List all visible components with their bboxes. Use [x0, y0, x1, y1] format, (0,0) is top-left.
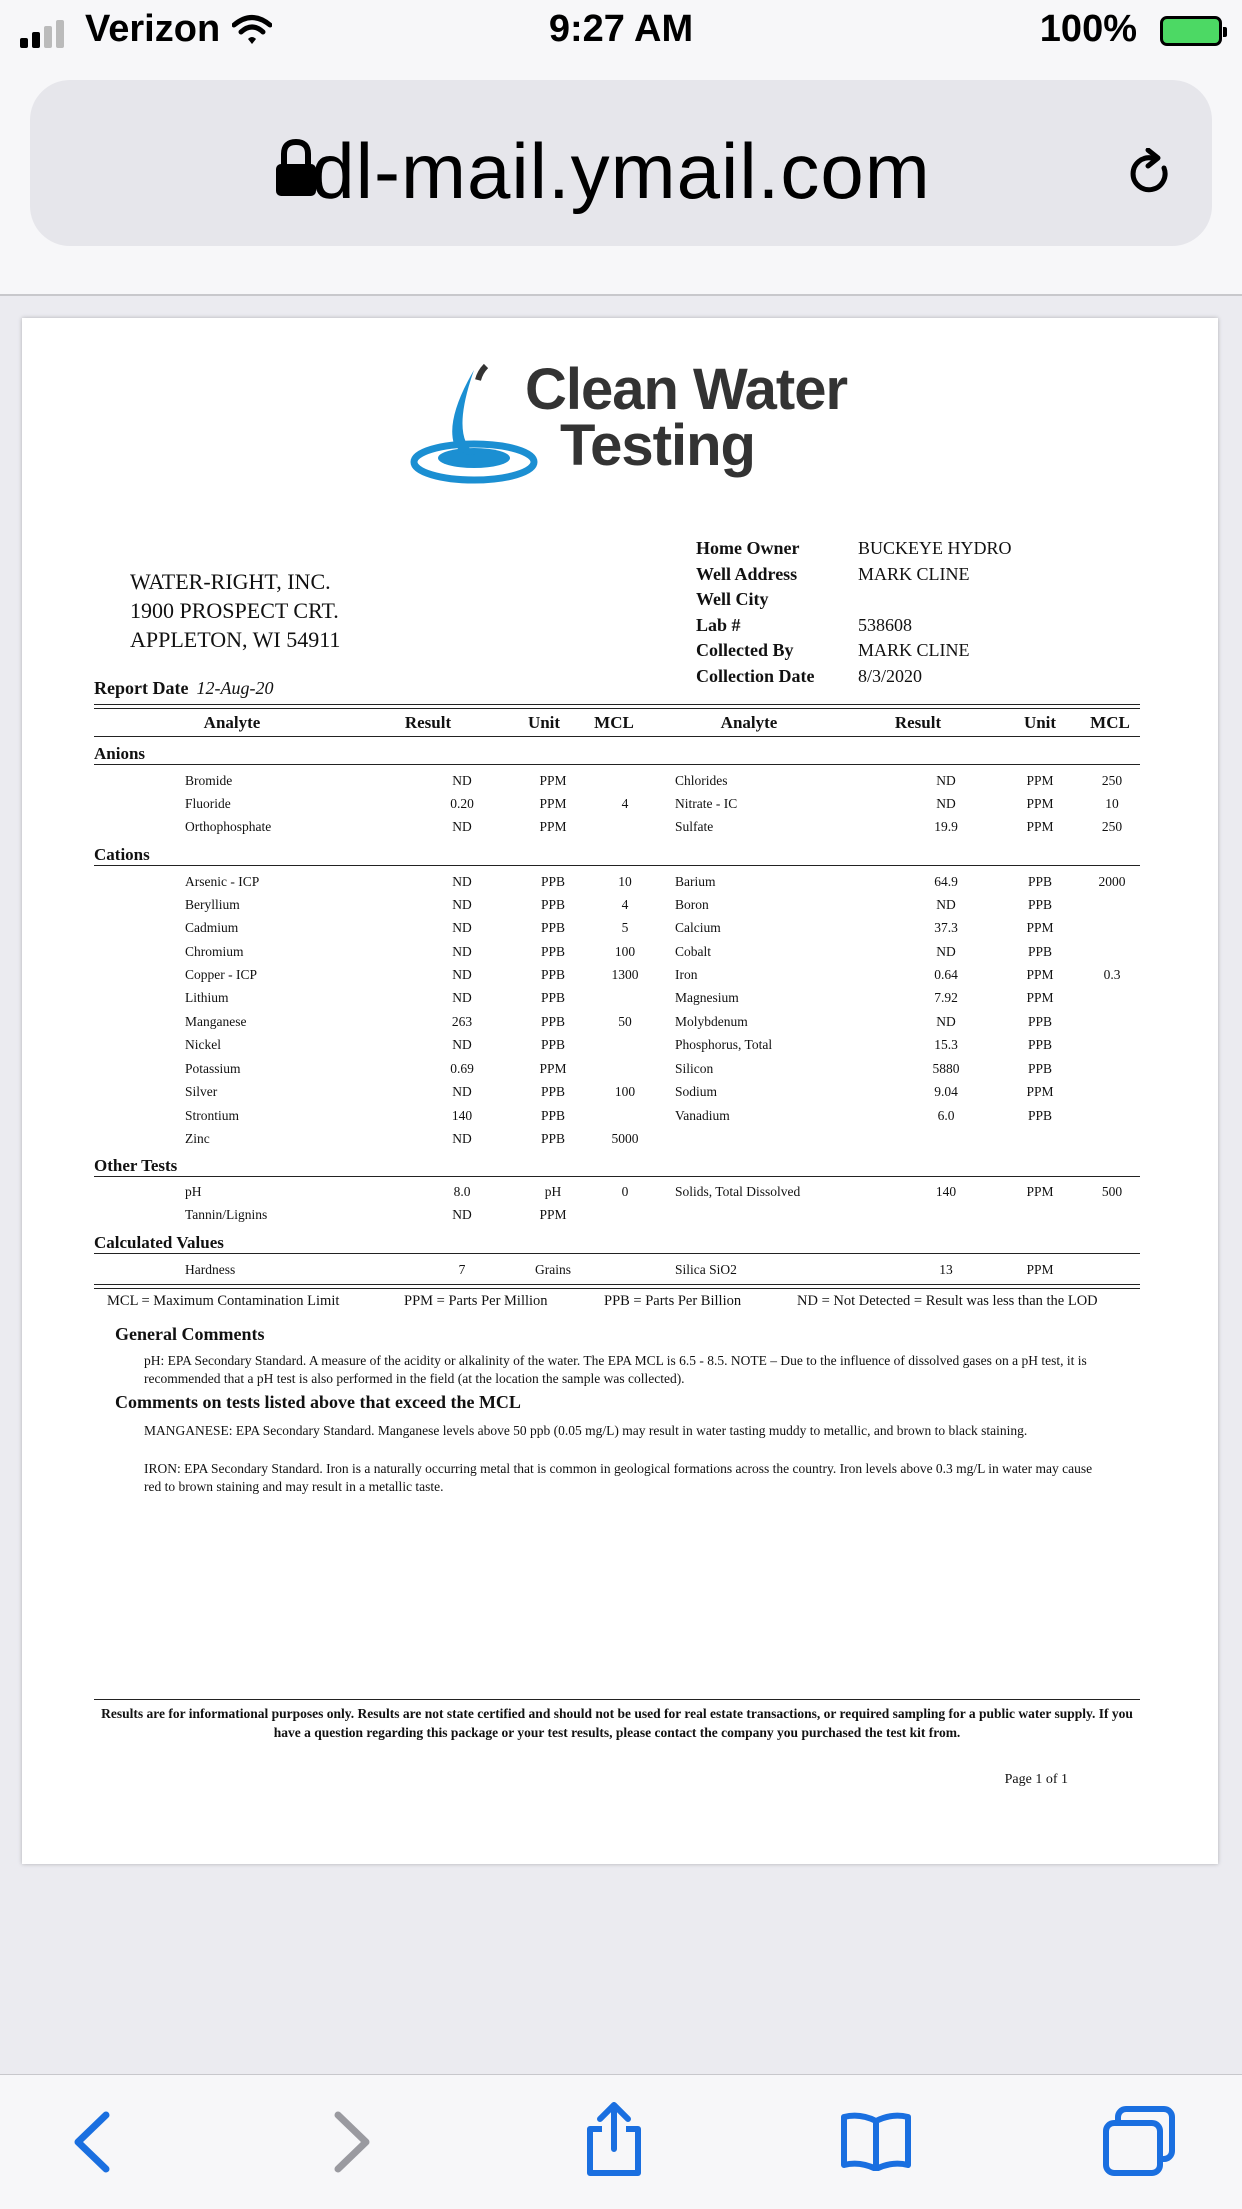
section-title: Calculated Values [94, 1233, 224, 1252]
report-date [94, 678, 273, 699]
table-cell: 5 [621, 920, 629, 935]
table-cell: Cobalt [675, 944, 711, 959]
sample-info [696, 536, 1012, 689]
info-value: MARK CLINE [858, 640, 970, 660]
info-value: BUCKEYE HYDRO [858, 538, 1012, 558]
table-cell: Silica SiO2 [675, 1262, 737, 1277]
table-cell: PPM [539, 819, 567, 834]
table-cell: Tannin/Lignins [185, 1207, 268, 1222]
table-cell: PPB [1027, 1061, 1053, 1076]
table-cell: ND [452, 920, 472, 935]
table-cell: ND [936, 897, 956, 912]
table-cell: 140 [451, 1108, 473, 1123]
table-cell: PPB [540, 1131, 566, 1146]
status-bar [0, 0, 1242, 64]
general-comments-text: pH: EPA Secondary Standard. A measure of the acidity or alkalinity of the water. The EPA MCL is 6.5 - 8.5. NOTE – Due to the influence of dissolved gases on a pH test, it is recommended that a pH test is also performed in the field (at the location the sample was collected). [144, 1353, 1087, 1386]
table-cell: Silicon [675, 1061, 714, 1076]
table-cell: PPB [540, 897, 566, 912]
forward-icon[interactable] [330, 2109, 374, 2175]
table-cell: ND [452, 990, 472, 1005]
table-cell: Vanadium [675, 1108, 730, 1123]
table-cell: Potassium [185, 1061, 241, 1076]
table-cell: 4 [621, 897, 629, 912]
table-cell: 50 [618, 1014, 632, 1029]
table-cell: PPB [1027, 944, 1053, 959]
table-cell: pH [185, 1184, 202, 1199]
table-cell: 0.20 [450, 796, 474, 811]
table-cell: ND [452, 1037, 472, 1052]
info-row [696, 638, 1012, 664]
table-cell: 100 [614, 1084, 636, 1099]
table-cell: Copper - ICP [185, 967, 257, 982]
table-cell: PPM [539, 773, 567, 788]
table-cell: Magnesium [675, 990, 739, 1005]
table-cell: Strontium [185, 1108, 240, 1123]
table-cell: 0.69 [450, 1061, 474, 1076]
table-cell: Grains [535, 1262, 571, 1277]
table-cell: PPM [539, 1207, 567, 1222]
info-row [696, 536, 1012, 562]
table-cell: Chlorides [675, 773, 728, 788]
table-cell: Sodium [675, 1084, 718, 1099]
info-row [696, 587, 1012, 613]
table-cell: Phosphorus, Total [675, 1037, 773, 1052]
table-cell: 4 [621, 796, 629, 811]
table-cell: PPM [1026, 1184, 1054, 1199]
table-cell: 2000 [1098, 874, 1126, 889]
table-cell: ND [452, 967, 472, 982]
info-key: Collection Date [696, 665, 815, 686]
table-cell: 250 [1101, 773, 1123, 788]
address-line: WATER-RIGHT, INC. [130, 569, 331, 594]
table-cell: ND [452, 897, 472, 912]
info-value: 538608 [858, 614, 912, 635]
section-title: Anions [94, 744, 146, 763]
table-cell: 64.9 [934, 874, 958, 889]
table-cell: 7 [458, 1262, 466, 1277]
battery-percent: 100% [1039, 8, 1137, 50]
table-cell: Lithium [185, 990, 229, 1005]
report-date-label: Report Date [94, 678, 189, 698]
table-cell: 250 [1101, 819, 1123, 834]
legend-item: PPB = Parts Per Billion [604, 1293, 742, 1309]
reload-icon[interactable] [1126, 148, 1174, 198]
table-cell: PPM [539, 1061, 567, 1076]
legend-item: ND = Not Detected = Result was less than the LOD [797, 1293, 1098, 1309]
address-line: APPLETON, WI 54911 [130, 627, 341, 652]
table-cell: ND [452, 819, 472, 834]
table-cell: PPB [540, 990, 566, 1005]
table-cell: ND [452, 1131, 472, 1146]
table-cell: 0 [621, 1184, 629, 1199]
table-cell: PPB [540, 1037, 566, 1052]
browser-toolbar [0, 2074, 1242, 2209]
tabs-icon[interactable] [1100, 2105, 1180, 2177]
table-cell: PPB [1027, 897, 1053, 912]
table-cell: Beryllium [185, 897, 240, 912]
table-cell: PPB [540, 944, 566, 959]
table-cell: 13 [939, 1262, 953, 1277]
general-comments-title: General Comments [115, 1324, 265, 1344]
page-number: Page 1 of 1 [1004, 1772, 1068, 1787]
table-cell: PPB [1027, 874, 1053, 889]
table-cell: 5000 [611, 1131, 639, 1146]
table-cell: 15.3 [934, 1037, 958, 1052]
info-key: Lab # [696, 614, 741, 635]
info-row [696, 562, 1012, 588]
table-cell: PPB [540, 1014, 566, 1029]
table-cell: ND [452, 1084, 472, 1099]
info-value: 8/3/2020 [858, 665, 923, 686]
table-cell: Calcium [675, 920, 721, 935]
table-cell: ND [936, 796, 956, 811]
table-cell: PPM [1026, 773, 1054, 788]
iron-comment: IRON: EPA Secondary Standard. Iron is a naturally occurring metal that is common in geological formations across the country. Iron levels above 0.3 mg/L in water may cause red to brown staining and may result in a metallic taste. [144, 1461, 1093, 1494]
table-cell: 500 [1101, 1184, 1123, 1199]
table-cell: PPM [1026, 920, 1054, 935]
table-cell: ND [452, 874, 472, 889]
table-cell: 8.0 [453, 1184, 471, 1199]
address-bar[interactable] [30, 80, 1212, 246]
table-cell: ND [936, 773, 956, 788]
column-header: Analyte [203, 713, 261, 732]
table-cell: PPM [539, 796, 567, 811]
table-cell: 10 [618, 874, 632, 889]
manganese-comment: MANGANESE: EPA Secondary Standard. Manganese levels above 50 ppb (0.05 mg/L) may result in water tasting muddy to metallic, and brown to black staining. [144, 1423, 1028, 1438]
table-cell: Bromide [185, 773, 233, 788]
table-cell: PPB [540, 1084, 566, 1099]
table-cell: 0.64 [934, 967, 958, 982]
table-cell: Boron [675, 897, 709, 912]
table-cell: 140 [935, 1184, 957, 1199]
section-title: Cations [94, 845, 150, 864]
report-document [22, 318, 1218, 1864]
table-cell: ND [452, 773, 472, 788]
back-icon[interactable] [70, 2109, 114, 2175]
table-cell: PPB [1027, 1108, 1053, 1123]
table-cell: Iron [675, 967, 698, 982]
table-cell: PPM [1026, 819, 1054, 834]
table-cell: 9.04 [934, 1084, 958, 1099]
table-cell: ND [452, 1207, 472, 1222]
table-cell: 100 [614, 944, 636, 959]
company-logo [410, 350, 870, 490]
table-cell: PPM [1026, 1084, 1054, 1099]
table-cell: Manganese [185, 1014, 247, 1029]
table-cell: Molybdenum [675, 1014, 748, 1029]
column-header: Unit [527, 713, 561, 732]
table-cell: ND [936, 1014, 956, 1029]
column-header: Unit [1023, 713, 1057, 732]
table-cell: Silver [185, 1084, 218, 1099]
table-cell: PPB [540, 920, 566, 935]
table-cell: PPM [1026, 990, 1054, 1005]
info-key: Home Owner [696, 538, 800, 558]
table-cell: 7.92 [934, 990, 958, 1005]
column-header: Result [894, 713, 942, 732]
table-cell: 10 [1105, 796, 1119, 811]
browser-header [0, 64, 1242, 296]
info-key: Well Address [696, 563, 798, 584]
table-cell: 5880 [932, 1061, 960, 1076]
bookmarks-icon[interactable] [840, 2111, 912, 2171]
column-header: MCL [594, 713, 634, 732]
info-key: Collected By [696, 640, 794, 660]
table-cell: 6.0 [937, 1108, 955, 1123]
column-header: MCL [1090, 713, 1130, 732]
table-cell: Zinc [185, 1131, 210, 1146]
table-cell: Arsenic - ICP [185, 874, 260, 889]
table-cell: 263 [451, 1014, 473, 1029]
disclaimer: Results are for informational purposes only. Results are not state certified and should not be used for real estate transactions, or required sampling for a public water supply. If you have a question regarding this package or your test results, please contact the company you purchased the test kit from. [101, 1706, 1133, 1740]
table-cell: Sulfate [675, 819, 714, 834]
table-cell: PPM [1026, 967, 1054, 982]
table-cell: 19.9 [934, 819, 958, 834]
table-cell: Nickel [185, 1037, 221, 1052]
url-text: dl-mail.ymail.com [311, 127, 931, 215]
info-row [696, 664, 1012, 690]
table-cell: Chromium [185, 944, 244, 959]
legend-item: PPM = Parts Per Million [404, 1293, 548, 1309]
share-icon[interactable] [582, 2101, 646, 2177]
table-cell: Orthophosphate [185, 819, 272, 834]
column-header: Analyte [720, 713, 778, 732]
table-cell: PPB [540, 1108, 566, 1123]
table-cell: Hardness [185, 1262, 236, 1277]
column-header: Result [404, 713, 452, 732]
table-cell: 37.3 [934, 920, 958, 935]
legend-item: MCL = Maximum Contamination Limit [107, 1293, 340, 1309]
carrier-label: Verizon [85, 8, 221, 50]
table-cell: 1300 [611, 967, 639, 982]
exceed-comments-title: Comments on tests listed above that exceed the MCL [115, 1392, 521, 1412]
water-drop-icon [410, 358, 540, 488]
logo-line2: Testing [560, 413, 755, 478]
section-title: Other Tests [94, 1156, 178, 1175]
lab-address [130, 567, 340, 654]
info-key: Well City [696, 589, 769, 609]
table-cell: PPM [1026, 1262, 1054, 1277]
report-date-value: 12-Aug-20 [196, 678, 274, 698]
table-cell: PPB [540, 874, 566, 889]
table-cell: Barium [675, 874, 716, 889]
table-cell: ND [452, 944, 472, 959]
info-value: MARK CLINE [858, 563, 970, 584]
table-cell: PPB [1027, 1037, 1053, 1052]
table-cell: Fluoride [185, 796, 231, 811]
info-row [696, 613, 1012, 639]
table-cell: ND [936, 944, 956, 959]
table-cell: PPB [540, 967, 566, 982]
table-cell: pH [544, 1184, 562, 1199]
table-cell: 0.3 [1103, 967, 1121, 982]
logo-line1: Clean Water [525, 357, 848, 422]
table-cell: Cadmium [185, 920, 239, 935]
table-cell: Solids, Total Dissolved [675, 1184, 801, 1199]
battery-icon [1160, 16, 1222, 46]
table-cell: Nitrate - IC [675, 796, 738, 811]
clock: 9:27 AM [548, 8, 694, 50]
table-cell: PPB [1027, 1014, 1053, 1029]
table-cell: PPM [1026, 796, 1054, 811]
address-line: 1900 PROSPECT CRT. [130, 598, 339, 623]
